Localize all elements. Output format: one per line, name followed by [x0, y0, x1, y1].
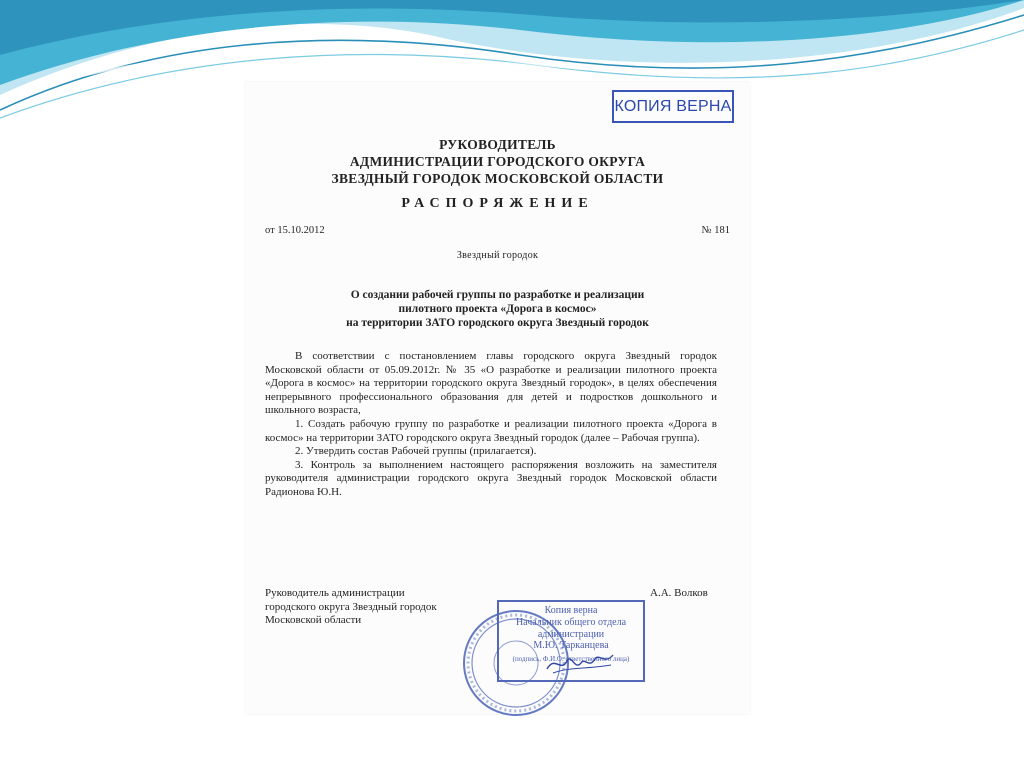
- copy-true-stamp: КОПИЯ ВЕРНА: [612, 90, 734, 123]
- body-paragraph-1: В соответствии с постановлением главы городского округа Звездный городок Московской области от 05.09.2012г. № 35 «О разработке и реализации пилотного проекта «Дорога в космос» на территории городского округа Звездный городок», в целях обеспечения непрерывного профессионального образования для детей и подростков дошкольного и школьного возраста,: [265, 350, 717, 417]
- copy-stamp-line-3: администрации: [537, 628, 605, 640]
- subject-line-3: на территории ЗАТО городского округа Звездный городок: [346, 317, 649, 329]
- document-type: РАСПОРЯЖЕНИЕ: [401, 196, 594, 211]
- body-paragraph-2: 1. Создать рабочую группу по разработке и реализации пилотного проекта «Дорога в космос» на территории ЗАТО городского округа Звездный городок (далее – Рабочая группа).: [265, 417, 717, 444]
- document-number: № 181: [701, 225, 730, 236]
- signatory-line-3: Московской области: [265, 614, 362, 627]
- handwritten-signature-icon: [545, 647, 615, 677]
- copy-stamp-line-1: Копия верна: [544, 605, 598, 616]
- document-date: от 15.10.2012: [265, 225, 325, 236]
- signatory-line-2: городского округа Звездный городок: [265, 600, 437, 613]
- header-line-2: АДМИНИСТРАЦИИ ГОРОДСКОГО ОКРУГА: [349, 154, 646, 169]
- signatory-name: А.А. Волков: [650, 587, 708, 599]
- signatory-line-1: Руководитель администрации: [265, 587, 405, 599]
- signatory-title: [265, 587, 437, 628]
- document-city: Звездный городок: [456, 250, 539, 261]
- header-line-3: ЗВЕЗДНЫЙ ГОРОДОК МОСКОВСКОЙ ОБЛАСТИ: [331, 171, 664, 186]
- header-line-1: РУКОВОДИТЕЛЬ: [439, 137, 556, 152]
- copy-stamp-line-4: М.Ю. Тарканцева: [533, 640, 609, 652]
- copy-stamp-line-5: (подпись, Ф.И.О. ответственного лица): [512, 655, 630, 664]
- document-body: [265, 350, 717, 500]
- subject-line-2: пилотного проекта «Дорога в космос»: [398, 303, 597, 315]
- copy-stamp-line-2: Начальник общего отдела: [515, 616, 627, 628]
- body-paragraph-4: 3. Контроль за выполнением настоящего распоряжения возложить на заместителя руководителя администрации городского округа Звездный городок Московской области Радионова Ю.Н.: [265, 458, 717, 498]
- subject-line-1: О создании рабочей группы по разработке и реализации: [350, 289, 645, 301]
- document-scan: [245, 82, 750, 714]
- body-paragraph-3: 2. Утвердить состав Рабочей группы (прилагается).: [295, 445, 537, 458]
